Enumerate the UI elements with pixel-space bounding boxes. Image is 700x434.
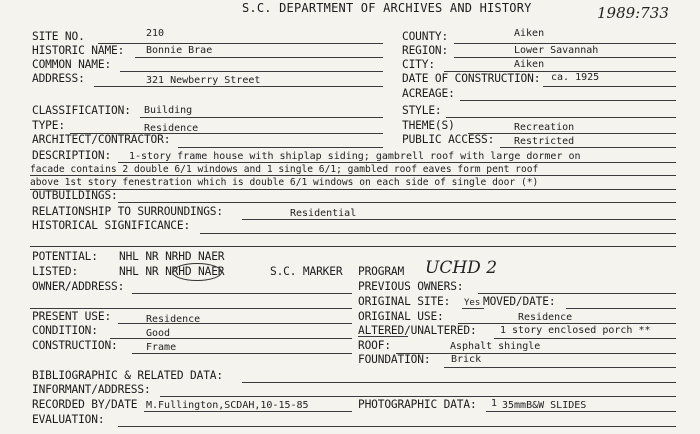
description-label: DESCRIPTION: [32,149,112,162]
classification-label: CLASSIFICATION: [32,104,131,117]
altered-underline [358,336,408,337]
construction-line [132,353,352,354]
roof-line [396,353,676,354]
altered-value: 1 story enclosed porch ** [500,325,651,336]
public-access-line [500,147,676,148]
recorded-by-line [144,411,352,412]
historical-significance-line-2 [30,246,676,247]
theme-value: Recreation [514,122,575,133]
county-line [454,43,676,44]
region-label: REGION: [402,44,449,57]
address-label: ADDRESS: [32,72,85,85]
original-use-line [458,323,676,324]
program-handwritten: UCHD 2 [425,258,498,278]
historical-significance-line [200,233,676,234]
region-line [454,57,676,58]
photographic-label: PHOTOGRAPHIC DATA: [358,398,477,411]
sc-marker-label: S.C. MARKER [270,265,343,278]
description-line-3: above 1st story fenestration which is double 6/1 windows on each side of single door (*) [30,177,539,188]
potential-options: NHL NR NRHD NAER [119,250,225,263]
county-value: Aiken [514,28,545,39]
architect-line [178,147,383,148]
address-line [94,86,383,87]
original-use-label: ORIGINAL USE: [358,310,444,323]
construction-value: Frame [146,342,177,353]
evaluation-line [118,426,676,427]
relationship-value: Residential [290,208,357,219]
acreage-label: ACREAGE: [402,87,455,100]
recorded-by-label: RECORDED BY/DATE [32,398,138,411]
site-no-value: 210 [146,28,165,39]
owner-address-line-2 [30,308,352,309]
nrhd-circle-mark [172,263,222,281]
relationship-label: RELATIONSHIP TO SURROUNDINGS: [32,205,223,218]
acreage-line [460,100,676,101]
historic-name-line [135,57,383,58]
program-label: PROGRAM [358,265,405,278]
card-title: S.C. DEPARTMENT OF ARCHIVES AND HISTORY [242,1,532,15]
altered-label: ALTERED/UNALTERED: [358,324,477,337]
description-rule-2 [30,175,676,176]
historical-significance-label: HISTORICAL SIGNIFICANCE: [32,219,191,232]
county-label: COUNTY: [402,30,449,43]
roof-value: Asphalt shingle [450,341,541,352]
address-value: 321 Newberry Street [146,75,261,86]
listed-options: NHL NR NRHD NAER [119,265,225,278]
file-number: 1989:733 [597,4,669,22]
present-use-label: PRESENT USE: [32,310,112,323]
theme-line [468,133,676,134]
style-line [446,117,676,118]
city-label: CITY: [402,58,435,71]
condition-value: Good [146,328,171,339]
photographic-roll-number: 1 [491,398,498,409]
common-name-label: COMMON NAME: [32,58,112,71]
relationship-line [242,219,676,220]
evaluation-label: EVALUATION: [32,413,105,426]
description-line-2: facade contains 2 double 6/1 windows and 1 single 6/1; gambled roof eaves form pent roof [30,164,539,175]
foundation-line [444,367,676,368]
original-site-value: Yes [464,298,481,308]
foundation-value: Brick [451,354,482,365]
type-label: TYPE: [32,119,65,132]
date-of-construction-value: ca. 1925 [551,72,600,83]
original-site-label: ORIGINAL SITE: [358,295,451,308]
informant-line [160,396,676,397]
photographic-line [486,411,676,412]
bibliographic-line [242,382,676,383]
previous-owners-label: PREVIOUS OWNERS: [358,280,464,293]
moved-date-line [566,308,676,309]
description-rule-1 [118,162,676,163]
altered-line [494,338,676,339]
theme-label: THEME(S) [402,119,455,132]
potential-label: POTENTIAL: [32,250,98,263]
description-rule-3 [30,189,676,190]
original-site-line [462,308,484,309]
owner-address-line [132,293,352,294]
bibliographic-label: BIBLIOGRAPHIC & RELATED DATA: [32,369,223,382]
previous-owners-line [478,293,676,294]
condition-label: CONDITION: [32,324,98,337]
present-use-value: Residence [146,314,201,325]
classification-value: Building [144,105,193,116]
original-use-value: Residence [518,312,573,323]
region-value: Lower Savannah [514,45,599,56]
public-access-value: Restricted [514,136,575,147]
date-of-construction-line [543,86,676,87]
informant-label: INFORMANT/ADDRESS: [32,383,151,396]
date-of-construction-label: DATE OF CONSTRUCTION: [402,72,541,85]
outbuildings-label: OUTBUILDINGS: [32,189,118,202]
moved-date-label: MOVED/DATE: [483,295,556,308]
common-name-line [120,71,383,72]
foundation-label: FOUNDATION: [358,353,431,366]
city-value: Aiken [514,59,545,70]
style-label: STYLE: [402,104,442,117]
owner-address-label: OWNER/ADDRESS: [32,280,125,293]
outbuildings-line [118,202,676,203]
type-value: Residence [144,123,199,134]
site-no-label: SITE NO. [32,30,85,43]
listed-label: LISTED: [32,265,79,278]
public-access-label: PUBLIC ACCESS: [402,133,495,146]
architect-label: ARCHITECT/CONTRACTOR: [32,133,171,146]
roof-label: ROOF: [358,339,391,352]
description-line-1: 1-story frame house with shiplap siding; gambrell roof with large dormer on [129,151,581,162]
photographic-value: 35mmB&W SLIDES [502,400,587,411]
construction-label: CONSTRUCTION: [32,339,118,352]
classification-line [140,117,383,118]
site-no-line [98,43,383,44]
historic-name-label: HISTORIC NAME: [32,44,125,57]
recorded-by-value: M.Fullington,SCDAH,10-15-85 [146,400,309,411]
historic-name-value: Bonnie Brae [146,45,213,56]
